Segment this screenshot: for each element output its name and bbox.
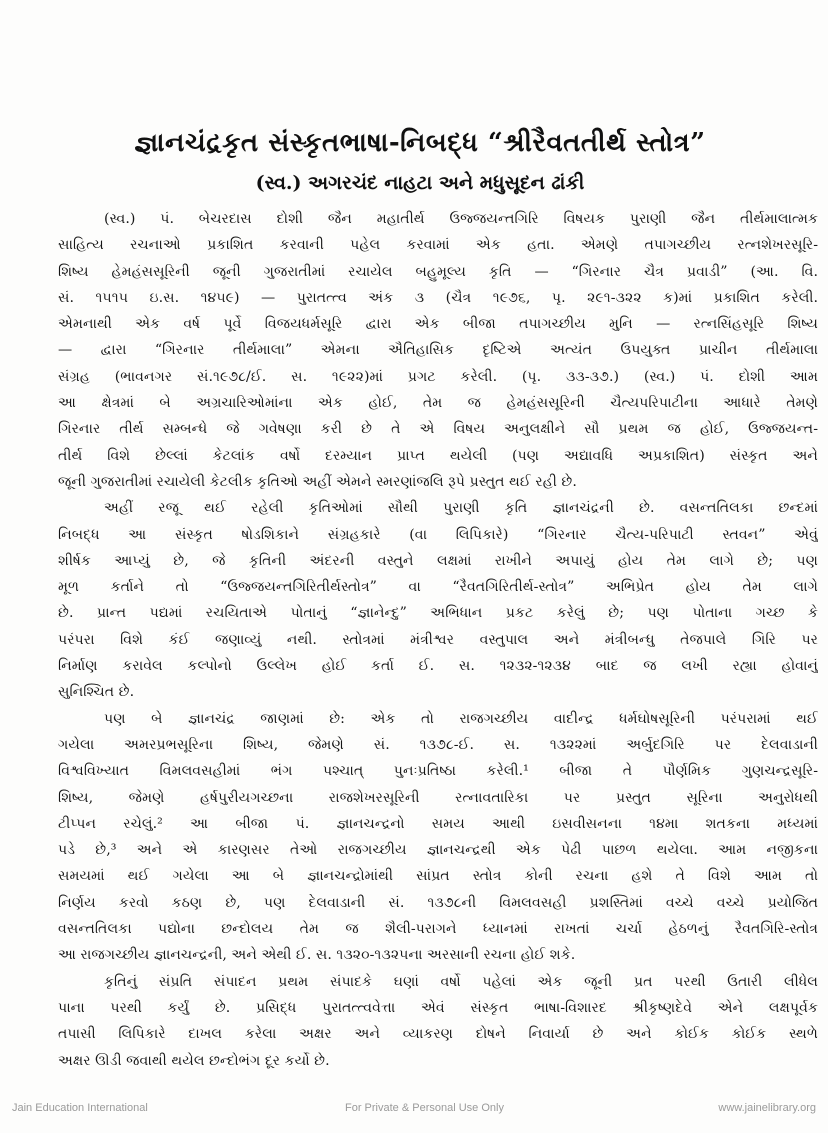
text-line: વસન્તતિલકા પદ્યોના છન્દોલય તેમ જ શૈલી-પરાગને ધ્યાનમાં રાખતાં ચર્ચા હેઠળનું રૈવતગિરિ-સ્તોત્ર (58, 921, 818, 938)
text-line: નિબદ્ધ આ સંસ્કૃત ષોડશિકાને સંગ્રહકારે (વા લિપિકારે) “ગિરનાર ચૈત્ય-પરિપાટી સ્તવન” એવું (58, 526, 818, 543)
text-line: — દ્વારા “ગિરનાર તીર્થમાલા” એમના ઐતિહાસિક દૃષ્ટિએ અત્યંત ઉપયુક્ત પ્રાચીન તીર્થમાલા (58, 342, 818, 359)
text-line: નિર્માણ કરાવેલ કલ્પોનો ઉલ્લેખ હોઈ કર્તા ઈ. સ. ૧૨૩૨-૧૨૩૪ બાદ જ લખી રહ્યા હોવાનું (58, 658, 818, 675)
text-line: સં. ૧૫૧૫ ઇ.સ. ૧૪૫૯) — પુરાતત્ત્વ અંક ૩ (ચૈત્ર ૧૯૭૬, પૃ. ૨૯૧-૩૨૨ ક)માં પ્રકાશિત કરેલી. (58, 289, 818, 306)
text-line: (સ્વ.) પં. બેચરદાસ દોશી જૈન મહાતીર્થ ઉજ્જયન્તગિરિ વિષયક પુરાણી જૈન તીર્થમાલાત્મક (104, 211, 818, 227)
text-line: શિષ્ય, જેમણે હર્ષપુરીયગચ્છના રાજશેખરસૂરિની રત્નાવતારિકા પર પ્રસ્તુત સૂરિના અનુરોધથી (58, 789, 818, 806)
text-line: મૂળ કર્તાને તો “ઉજ્જયન્તગિરિતીર્થસ્તોત્ર” વા “રૈવતગિરિતીર્થ-સ્તોત્ર” અભિપ્રેત હોય તેમ લાગે (58, 579, 818, 596)
paragraph-3 (58, 706, 818, 969)
text-line: પરંપરા વિશે કંઈ જણાવ્યું નથી. સ્તોત્રમાં મંત્રીશ્વર વસ્તુપાલ અને મંત્રીબન્ધુ તેજપાલે ગિરિ પર (58, 631, 818, 648)
text-line: પડે છે,³ અને એ કારણસર તેઓ રાજગચ્છીય જ્ઞાનચન્દ્રથી એક પેઢી પાછળ થયેલા. આમ નજીકના (58, 842, 818, 859)
text-line: છે. પ્રાન્ત પદ્યમાં રચયિતાએ પોતાનું “જ્ઞાનેન્દુ” અભિધાન પ્રકટ કરેલું છે; પણ પોતાના ગચ્છ કે (58, 605, 818, 622)
footer-publisher: Jain Education International (12, 1102, 148, 1114)
text-line: પણ બે જ્ઞાનચંદ્ર જાણમાં છે: એક તો રાજગચ્છીય વાદીન્દ્ર ધર્મઘોષસૂરિની પરંપરામાં થઈ (104, 710, 818, 727)
footer-website-link[interactable]: www.jainelibrary.org (718, 1102, 816, 1114)
text-line: આ ક્ષેત્રમાં બે અગ્રચારિઓમાંના એક હોઈ, તેમ જ હેમહંસસૂરિની ચૈત્યપરિપાટીના આધારે તેમણે (58, 395, 818, 412)
text-line: ગયેલા અમરપ્રભસૂરિના શિષ્ય, જેમણે સં. ૧૩૭૮-ઈ. સ. ૧૩૨૨માં અર્બુદગિરિ પર દેલવાડાની (58, 736, 818, 753)
text-line: આ રાજગચ્છીય જ્ઞાનચન્દ્રની, અને એથી ઈ. સ. ૧૩૨૦-૧૩૨૫ના અરસાની રચના હોઈ શકે. (58, 947, 576, 964)
text-line: શિષ્ય હેમહંસસૂરિની જૂની ગુજરાતીમાં રચાયેલ બહુમૂલ્ય કૃતિ — “ગિરનાર ચૈત્ર પ્રવાડી” (આ. વિ. (58, 263, 818, 280)
article-authors: (સ્વ.) અગરચંદ નાહટા અને મધુસૂદન ઢાંકી (255, 172, 585, 194)
paragraph-1 (58, 206, 818, 495)
text-line: સમયમાં થઈ ગયેલા આ બે જ્ઞાનચન્દ્રોમાંથી સાંપ્રત સ્તોત્ર કોની રચના હશે તે વિશે આમ તો (58, 868, 818, 885)
text-line: અક્ષર ઊડી જવાથી થયેલ છન્દોભંગ દૂર કર્યો છે. (58, 1052, 330, 1069)
text-line: એમનાથી એક વર્ષ પૂર્વે વિજયધર્મસૂરિ દ્વારા એક બીજા તપાગચ્છીય મુનિ — રત્નસિંહસૂરિ શિષ્ય (58, 316, 818, 333)
text-line: ટીપ્પન રચેલું.² આ બીજા પં. જ્ઞાનચન્દ્રનો સમય આથી ઇસવીસનના ૧૪મા શતકના મધ્યમાં (58, 815, 818, 832)
text-line: સુનિશ્ચિત છે. (58, 684, 135, 701)
text-line: સાહિત્ય રચનાઓ પ્રકાશિત કરવાની પહેલ કરવામાં એક હતા. એમણે તપાગચ્છીય રત્નશેખરસૂરિ- (58, 237, 818, 254)
text-line: શીર્ષક આપ્યું છે, જે કૃતિની અંદરની વસ્તુને લક્ષમાં રાખીને અપાયું હોય તેમ લાગે છે; પણ (58, 552, 818, 569)
paragraph-2 (58, 495, 818, 705)
text-line: અહીં રજૂ થઈ રહેલી કૃતિઓમાં સૌથી પુરાણી કૃતિ જ્ઞાનચંદ્રની છે. વસન્તતિલકા છન્દમાં (104, 500, 818, 517)
page-footer (0, 1100, 828, 1120)
text-line: સંગ્રહ (ભાવનગર સં.૧૯૭૮/ઈ. સ. ૧૯૨૨)માં પ્રગટ કરેલી. (પૃ. ૩૩-૩૭.) (સ્વ.) પં. દોશી આમ (58, 368, 818, 385)
text-line: જૂની ગુજરાતીમાં રચાયેલી કેટલીક કૃતિઓ અહીં એમને સ્મરણાંજલિ રૂપે પ્રસ્તુત થઈ રહી છે. (58, 473, 577, 490)
paragraph-4 (58, 969, 818, 1074)
text-line: પાના પરથી કર્યું છે. પ્રસિદ્ધ પુરાતત્ત્વવેત્તા એવં સંસ્કૃત ભાષા-વિશારદ શ્રીકૃષ્ણદેવે એને લક્ષપૂર્વક (58, 999, 818, 1016)
text-line: કૃતિનું સંપ્રતિ સંપાદન પ્રથમ સંપાદકે ઘણાં વર્ષો પહેલાં એક જૂની પ્રત પરથી ઉતારી લીધેલ (104, 973, 818, 990)
text-line: તીર્થ વિશે છેલ્લાં કેટલાંક વર્ષો દરમ્યાન પ્રાપ્ત થયેલી (પણ અદ્યાવધિ અપ્રકાશિત) સંસ્કૃત અને (58, 447, 818, 464)
article-title: જ્ઞાનચંદ્રકૃત સંસ્કૃતભાષા-નિબદ્ધ “શ્રીરૈવતતીર્થ સ્તોત્ર” (134, 128, 706, 158)
text-line: ગિરનાર તીર્થ સમ્બન્ધે જે ગવેષણા કરી છે તે એ વિષય અનુલક્ષીને સૌ પ્રથમ જ હોઈ, ઉજ્જયન્ત- (58, 421, 818, 438)
text-line: વિશ્વવિખ્યાત વિમલવસહીમાં ભંગ પશ્ચાત્ પુનઃપ્રતિષ્ઠા કરેલી.¹ બીજા તે પૌર્ણમિક ગુણચન્દ્રસૂરિ- (58, 763, 818, 780)
footer-usage-note: For Private & Personal Use Only (345, 1102, 504, 1114)
text-line: નિર્ણય કરવો કઠણ છે, પણ દેલવાડાની સં. ૧૩૭૮ની વિમલવસહી પ્રશસ્તિમાં વચ્ચે વચ્ચે પ્રયોજિત (58, 894, 818, 911)
article-body (58, 206, 818, 1074)
text-line: તપાસી લિપિકારે દાખલ કરેલા અક્ષર અને વ્યાકરણ દોષને નિવાર્યા છે અને કોઈક કોઈક સ્થળે (58, 1026, 818, 1043)
